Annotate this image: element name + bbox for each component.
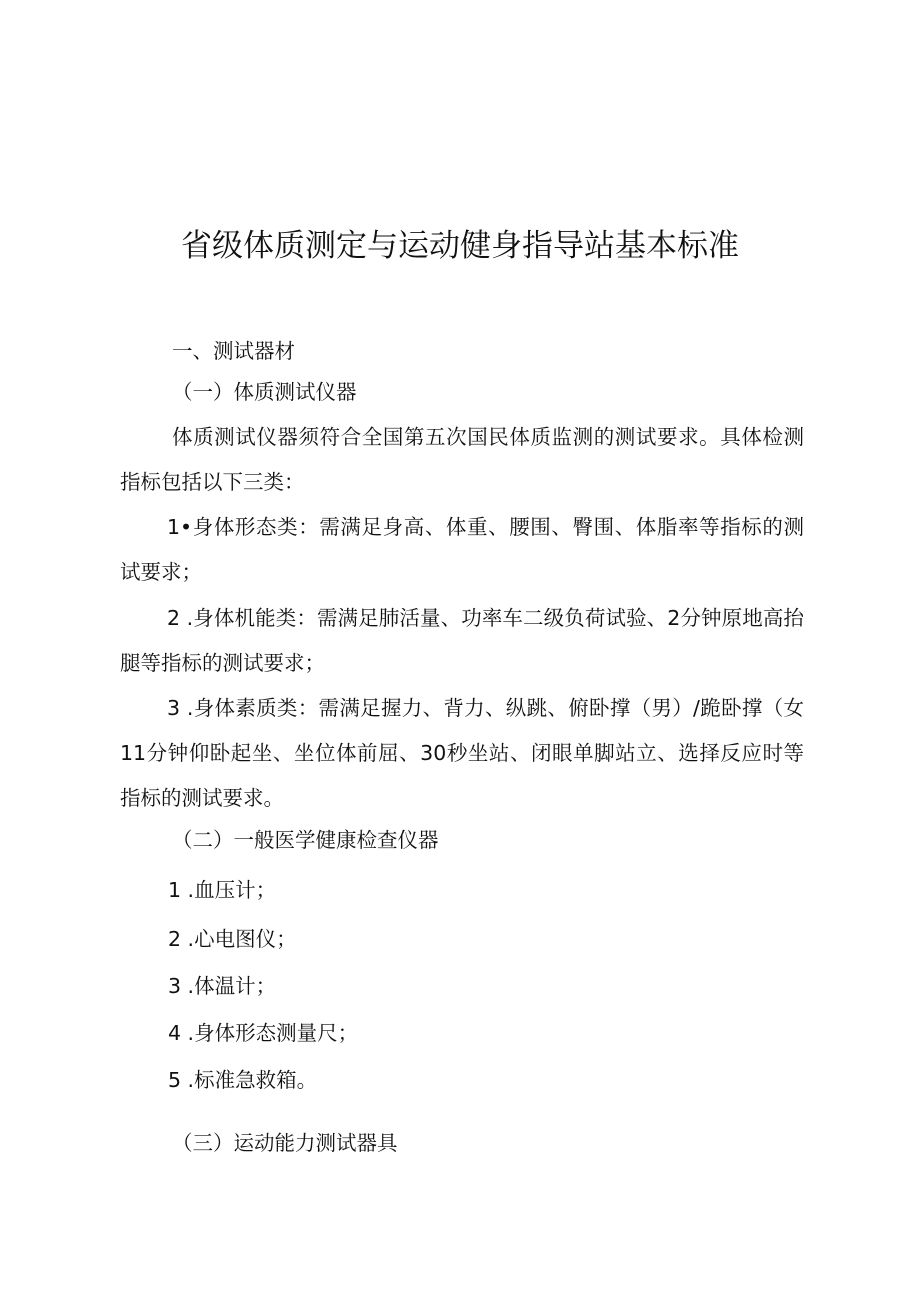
list-item: 3 .体温计；: [168, 974, 277, 998]
category-body-function: 2 .身体机能类：需满足肺活量、功率车二级负荷试验、2分钟原地高抬腿等指标的测试要求；: [120, 606, 804, 675]
list-item: 1 .血压计；: [168, 878, 277, 902]
list-item: 4 .身体形态测量尺；: [168, 1021, 359, 1045]
subsection-heading-fitness-instruments: （一）体质测试仪器: [172, 380, 357, 404]
document-title: 省级体质测定与运动健身指导站基本标准: [181, 228, 739, 264]
list-item: 5 .标准急救箱。: [168, 1068, 318, 1092]
intro-paragraph: 体质测试仪器须符合全国第五次国民体质监测的测试要求。具体检测指标包括以下三类：: [120, 425, 804, 494]
subsection-heading-exercise-equipment: （三）运动能力测试器具: [172, 1131, 398, 1155]
list-item: 2 .心电图仪；: [168, 927, 297, 951]
section-heading-testing-equipment: 一、测试器材: [172, 339, 295, 363]
subsection-heading-medical-instruments: （二）一般医学健康检查仪器: [172, 828, 439, 852]
category-body-shape: 1•身体形态类：需满足身高、体重、腰围、臀围、体脂率等指标的测试要求；: [120, 515, 804, 584]
category-physical-fitness: 3 .身体素质类：需满足握力、背力、纵跳、俯卧撑（男）/跪卧撑（女11分钟仰卧起坐、坐位体前屈、30秒坐站、闭眼单脚站立、选择反应时等指标的测试要求。: [120, 696, 804, 810]
